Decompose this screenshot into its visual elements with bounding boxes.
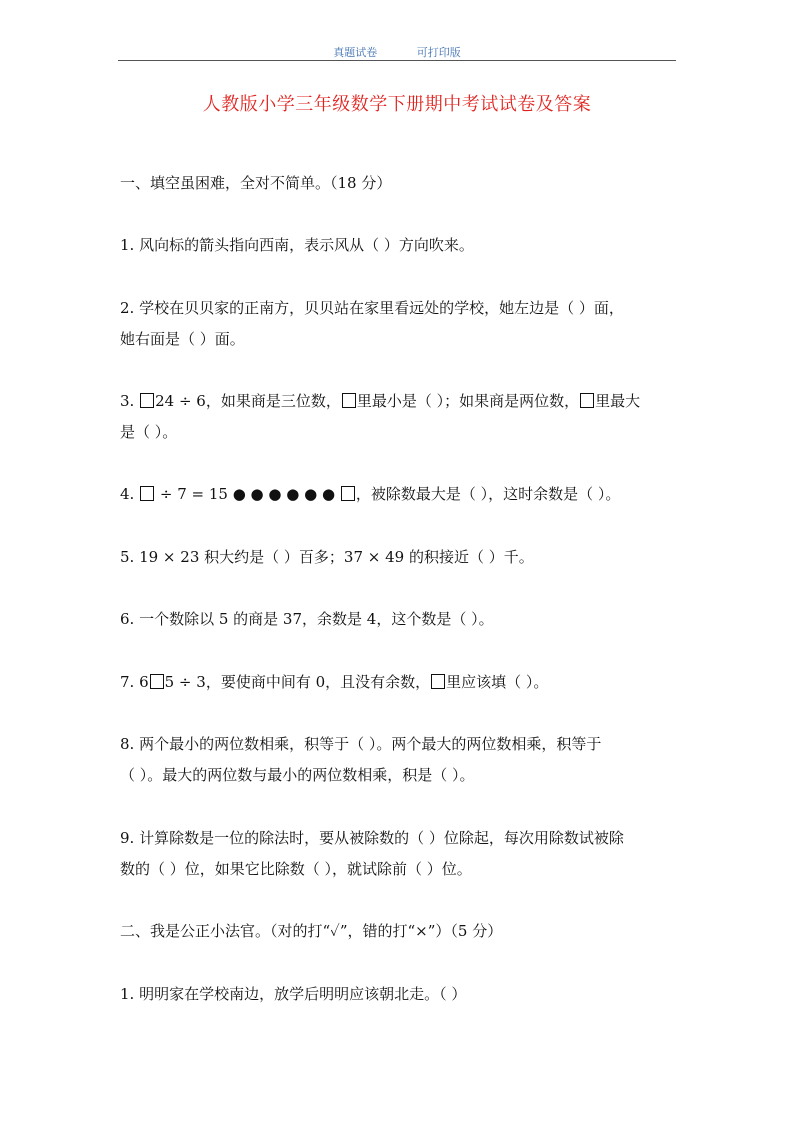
document-title: 人教版小学三年级数学下册期中考试试卷及答案 — [202, 94, 592, 115]
header-tag-right: 可打印版 — [416, 46, 461, 59]
q4-number: 4. — [120, 485, 140, 503]
header-divider — [118, 60, 676, 61]
blank-box — [342, 393, 356, 408]
blank-box — [140, 393, 154, 408]
blank-box — [431, 674, 445, 689]
section2-question-1: 1. 明明家在学校南边，放学后明明应该朝北走。（ ） — [120, 985, 467, 1003]
blank-box — [341, 486, 355, 501]
question-6: 6. 一个数除以 5 的商是 37，余数是 4，这个数是（ ）。 — [120, 610, 494, 628]
q7-number: 7. 6 — [120, 673, 149, 691]
blank-box — [150, 674, 164, 689]
page-header — [0, 44, 794, 60]
question-2-line1: 2. 学校在贝贝家的正南方，贝贝站在家里看远处的学校，她左边是（ ）面， — [120, 299, 624, 317]
q7-text-a: 5 ÷ 3，要使商中间有 0，且没有余数， — [164, 673, 431, 691]
section1-heading: 一、填空虽困难，全对不简单。（18 分） — [120, 174, 392, 192]
blank-box — [580, 393, 594, 408]
question-4 — [120, 484, 620, 504]
q4-text: ，被除数最大是（ ），这时余数是（ ）。 — [355, 485, 621, 503]
section2-heading: 二、我是公正小法官。（对的打“✓”，错的打“×”）（5 分） — [120, 922, 503, 940]
blank-box — [140, 486, 154, 501]
question-1: 1. 风向标的箭头指向西南，表示风从（ ）方向吹来。 — [120, 236, 474, 254]
header-tag-left: 真题试卷 — [333, 46, 378, 59]
question-3-line2: 是（ ）。 — [120, 423, 178, 441]
question-5: 5. 19 × 23 积大约是（ ）百多；37 × 49 的积接近（ ）千。 — [120, 548, 534, 566]
question-8-line2: （ ）。最大的两位数与最小的两位数相乘，积是（ ）。 — [120, 766, 475, 784]
q7-text-b: 里应该填（ ）。 — [446, 673, 549, 691]
q3-text-c: 里最大 — [595, 392, 641, 410]
q3-number: 3. — [120, 392, 140, 410]
question-7 — [120, 672, 548, 692]
q4-equation: ÷ 7 = 15 ● ● ● ● ● ● — [155, 485, 340, 503]
q3-text-b: 里最小是（ ）；如果商是两位数， — [356, 392, 580, 410]
question-8-line1: 8. 两个最小的两位数相乘，积等于（ ）。两个最大的两位数相乘，积等于 — [120, 735, 602, 753]
q3-text-a: 24 ÷ 6，如果商是三位数， — [155, 392, 341, 410]
question-9-line1: 9. 计算除数是一位的除法时，要从被除数的（ ）位除起，每次用除数试被除 — [120, 829, 624, 847]
question-2-line2: 她右面是（ ）面。 — [120, 330, 245, 348]
question-9-line2: 数的（ ）位，如果它比除数（ ），就试除前（ ）位。 — [120, 860, 472, 878]
question-3-line1 — [120, 391, 640, 411]
